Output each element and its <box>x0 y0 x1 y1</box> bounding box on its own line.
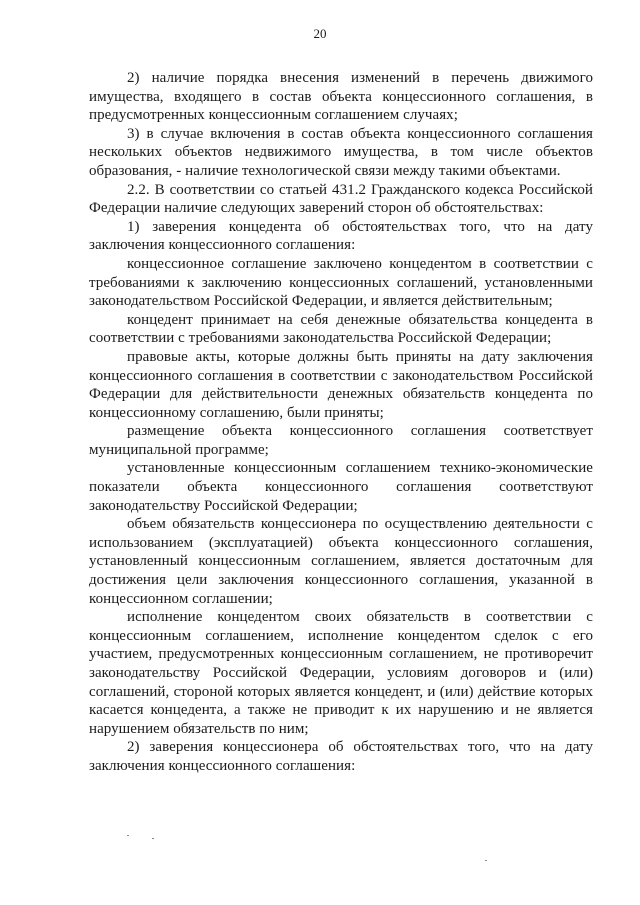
paragraph-agreement-valid: концессионное соглашение заключено концедентом в соответствии с требованиями к заключению концессионных соглашений, установленными законодательством Российской Федерации, и является действительным; <box>89 255 593 310</box>
paragraph-technical-indicators: установленные концессионным соглашением технико-экономические показатели объекта концессионного соглашения соответствуют законодательству Российской Федерации; <box>89 460 593 514</box>
paragraph-monetary-obligations: концедент принимает на себя денежные обязательства концедента в соответствии с требованиями законодательства Российской Федерации; <box>89 311 593 347</box>
paragraph-municipal-program: размещение объекта концессионного соглашения соответствует муниципальной программе; <box>89 423 593 458</box>
paragraph-concessionaire-obligations: объем обязательств концессионера по осуществлению деятельности с использованием (эксплуатацией) объекта концессионного соглашения, установленный концессионным соглашением, является достаточным для достижения цели заключения концессионного соглашения, указанной в концессионном соглашении; <box>89 516 593 607</box>
scan-speck <box>152 838 154 839</box>
paragraph-movable-property-changes: 2) наличие порядка внесения изменений в перечень движимого имущества, входящего в состав объекта концессионного соглашения, в предусмотренных концессионным соглашением случаях; <box>89 70 593 124</box>
scan-speck <box>485 860 487 861</box>
paragraph-concessionaire-assurances: 2) заверения концессионера об обстоятельствах того, что на дату заключения концессионного соглашения: <box>89 739 593 774</box>
page-number: 20 <box>313 26 327 41</box>
scan-speck <box>127 835 129 836</box>
paragraph-technological-connection: 3) в случае включения в состав объекта концессионного соглашения нескольких объектов недвижимого имущества, в том числе объектов образования, - наличие технологической связи между такими объектами. <box>89 125 593 179</box>
document-body <box>89 69 593 776</box>
paragraph-civil-code-assurances: 2.2. В соответствии со статьей 431.2 Гражданского кодекса Российской Федерации наличие следующих заверений сторон об обстоятельствах: <box>89 181 593 217</box>
paragraph-legal-acts-adopted: правовые акты, которые должны быть приняты на дату заключения концессионного соглашения в соответствии с законодательством Российской Федерации для действительности денежных обязательств концедента по концессионному соглашению, были приняты; <box>89 348 593 421</box>
paragraph-grantor-assurances: 1) заверения концедента об обстоятельствах того, что на дату заключения концессионного соглашения: <box>89 218 593 254</box>
paragraph-grantor-performance: исполнение концедентом своих обязательств в соответствии с концессионным соглашением, исполнение концедентом сделок с его участием, предусмотренных концессионным соглашением, не противоречит законодательству Российской Федерации, условиям договоров и (или) соглашений, стороной которых является концедент, и (или) действие которых касается концедента, а также не приводит к их нарушению и не является нарушением обязательств по ним; <box>89 609 593 737</box>
